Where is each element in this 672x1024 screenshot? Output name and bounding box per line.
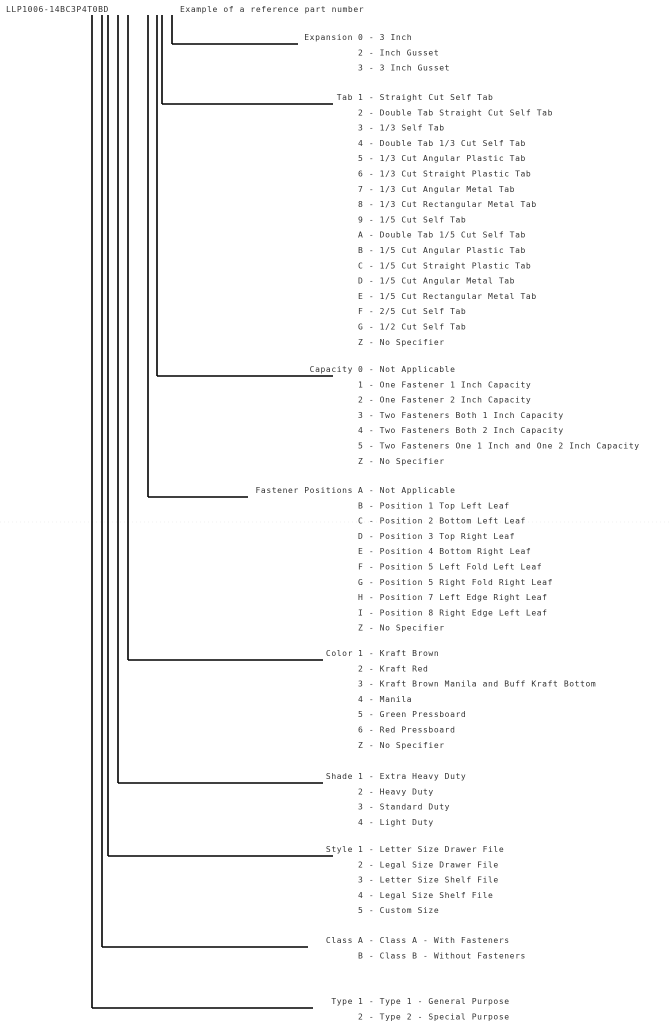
option-tab: A - Double Tab 1/5 Cut Self Tab [358, 230, 526, 240]
option-shade: 3 - Standard Duty [358, 802, 451, 812]
option-fastener-positions: F - Position 5 Left Fold Left Leaf [358, 562, 543, 572]
option-fastener-positions: Z - No Specifier [358, 623, 445, 633]
option-capacity: 2 - One Fastener 2 Inch Capacity [358, 395, 532, 405]
option-fastener-positions: A - Not Applicable [358, 486, 456, 495]
option-class: B - Class B - Without Fasteners [358, 951, 526, 961]
group-label-type: Type [331, 997, 353, 1006]
option-color: 4 - Manila [358, 694, 413, 704]
option-type: 1 - Type 1 - General Purpose [358, 997, 510, 1006]
option-capacity: 1 - One Fastener 1 Inch Capacity [358, 380, 532, 390]
option-fastener-positions: H - Position 7 Left Edge Right Leaf [358, 593, 548, 603]
group-label-shade: Shade [325, 772, 353, 781]
option-style: 4 - Legal Size Shelf File [358, 890, 494, 900]
option-tab: 9 - 1/5 Cut Self Tab [358, 215, 467, 225]
option-color: 1 - Kraft Brown [358, 649, 440, 658]
option-fastener-positions: I - Position 8 Right Edge Left Leaf [358, 608, 548, 618]
option-color: 3 - Kraft Brown Manila and Buff Kraft Bottom [358, 679, 597, 689]
option-capacity: 4 - Two Fasteners Both 2 Inch Capacity [358, 426, 564, 436]
option-color: 5 - Green Pressboard [358, 710, 467, 720]
option-tab: 2 - Double Tab Straight Cut Self Tab [358, 108, 553, 118]
option-fastener-positions: G - Position 5 Right Fold Right Leaf [358, 577, 553, 587]
option-tab: 3 - 1/3 Self Tab [358, 123, 445, 133]
option-tab: D - 1/5 Cut Angular Metal Tab [358, 276, 516, 286]
group-label-style: Style [325, 845, 353, 854]
option-shade: 4 - Light Duty [358, 817, 434, 827]
option-tab: E - 1/5 Cut Rectangular Metal Tab [358, 291, 537, 301]
option-capacity: Z - No Specifier [358, 456, 445, 466]
option-tab: B - 1/5 Cut Angular Plastic Tab [358, 246, 526, 255]
option-color: 6 - Red Pressboard [358, 725, 456, 735]
option-shade: 2 - Heavy Duty [358, 787, 434, 797]
group-label-color: Color [325, 649, 353, 658]
option-shade: 1 - Extra Heavy Duty [358, 772, 467, 781]
option-expansion: 0 - 3 Inch [358, 33, 413, 42]
option-fastener-positions: B - Position 1 Top Left Leaf [358, 501, 510, 511]
option-capacity: 0 - Not Applicable [358, 365, 456, 374]
option-tab: 4 - Double Tab 1/3 Cut Self Tab [358, 138, 526, 148]
group-label-capacity: Capacity [309, 365, 353, 374]
option-style: 5 - Custom Size [358, 906, 440, 916]
option-fastener-positions: E - Position 4 Bottom Right Leaf [358, 547, 532, 557]
option-tab: F - 2/5 Cut Self Tab [358, 307, 467, 317]
option-capacity: 5 - Two Fasteners One 1 Inch and One 2 Inch Capacity [358, 441, 640, 451]
option-tab: Z - No Specifier [358, 337, 445, 347]
option-tab: C - 1/5 Cut Straight Plastic Tab [358, 261, 532, 271]
option-fastener-positions: C - Position 2 Bottom Left Leaf [358, 516, 526, 526]
option-style: 1 - Letter Size Drawer File [358, 845, 505, 854]
option-expansion: 3 - 3 Inch Gusset [358, 63, 451, 73]
option-fastener-positions: D - Position 3 Top Right Leaf [358, 531, 516, 541]
group-label-expansion: Expansion [304, 33, 353, 42]
group-shade [118, 15, 466, 827]
option-expansion: 2 - Inch Gusset [358, 48, 440, 58]
group-capacity [157, 15, 640, 466]
option-color: 2 - Kraft Red [358, 664, 429, 674]
group-expansion [172, 15, 450, 73]
option-tab: G - 1/2 Cut Self Tab [358, 322, 467, 332]
option-tab: 8 - 1/3 Cut Rectangular Metal Tab [358, 200, 537, 210]
option-tab: 1 - Straight Cut Self Tab [358, 93, 494, 102]
option-tab: 5 - 1/3 Cut Angular Plastic Tab [358, 154, 526, 164]
option-style: 2 - Legal Size Drawer File [358, 860, 499, 870]
group-label-tab: Tab [336, 93, 353, 102]
group-label-fastener-positions: Fastener Positions [255, 486, 353, 495]
option-type: 2 - Type 2 - Special Purpose [358, 1012, 510, 1022]
option-tab: 6 - 1/3 Cut Straight Plastic Tab [358, 169, 532, 179]
option-tab: 7 - 1/3 Cut Angular Metal Tab [358, 184, 516, 194]
option-style: 3 - Letter Size Shelf File [358, 875, 499, 885]
group-label-class: Class [325, 936, 353, 945]
option-capacity: 3 - Two Fasteners Both 1 Inch Capacity [358, 410, 564, 420]
option-color: Z - No Specifier [358, 740, 445, 750]
part-number: LLP1006-14BC3P4T0BD [6, 5, 109, 14]
diagram-caption: Example of a reference part number [180, 5, 365, 14]
option-class: A - Class A - With Fasteners [358, 936, 510, 945]
